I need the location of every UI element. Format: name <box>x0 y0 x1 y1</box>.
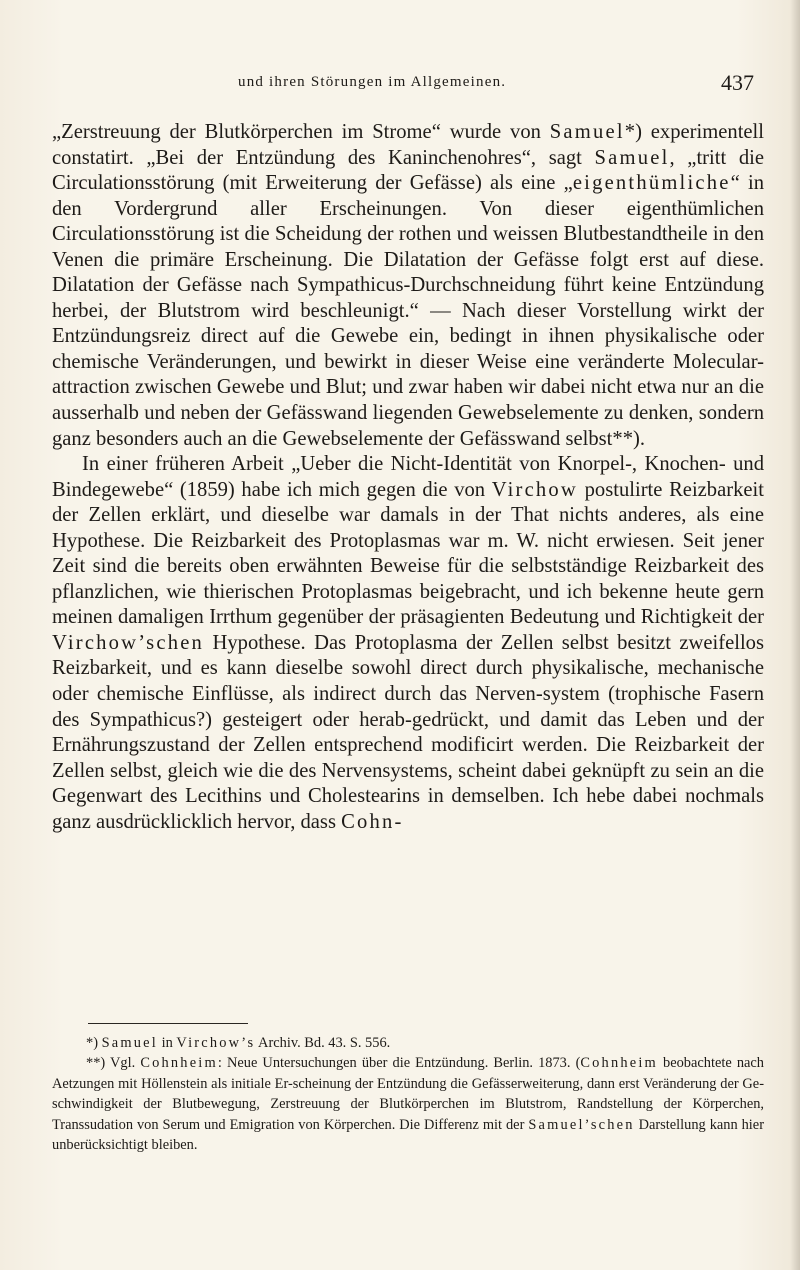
footnote <box>52 1053 764 1155</box>
footnote-mark: **) Vgl. <box>86 1055 141 1072</box>
text-run: *) experimentell constatirt. „Bei der Entzündung des Kaninchenohres“, sagt <box>52 121 764 169</box>
text-run: beobachtete nach Aetzungen mit Höllenstein als initiale Er-scheinung der Entzündung die Gefässerweiterung, dann erst Veränderung der Ge-schwindigkeit der Blutbewegung, Zerstreuung der Blutkörperchen im Blutstrom, Randstellung der Körperchen, Transsudation von Serum und Emigration von Körperchen. Die Differenz mit der <box>52 1055 764 1133</box>
author-name: Samuel <box>594 146 670 169</box>
author-name: Virchow’schen <box>52 631 205 654</box>
text-run: In einer früheren Arbeit „Ueber die Nicht-Identität von Knorpel-, Knochen- und Bindegewebe“ (1859) habe ich mich gegen die von <box>52 453 764 501</box>
text-run: „Zerstreuung der Blutkörperchen im Strome“ wurde von <box>52 121 550 143</box>
paragraph <box>52 452 764 835</box>
footnote-divider <box>88 1023 248 1024</box>
page-header <box>238 70 778 100</box>
text-run: in <box>157 1035 177 1051</box>
text-run: Hypothese. Das Protoplasma der Zellen selbst besitzt zweifellos Reizbarkeit, und es kann dieselbe sowohl direct durch physikalische, mechanische oder chemische Einflüsse, als indirect durch das Nerven-system (trophische Fasern des Sympathicus?) gesteigert oder herab-gedrückt, und damit das Leben und der Ernährungszustand der Zellen entsprechend modificirt werden. Die Reizbarkeit der Zellen selbst, gleich wie die des Nervensystems, scheint dabei geknüpft zu sein an die Gegenwart des Lecithins und Cholestearins in demselben. Ich hebe dabei nochmals ganz ausdrücklicklich hervor, dass <box>52 631 764 833</box>
text-run: postulirte Reizbarkeit der Zellen erklärt, und dieselbe war damals in der That nichts anderes, als eine Hypothese. Die Reizbarkeit des Protoplasmas war m. W. nicht erwiesen. Seit jener Zeit sind die bereits oben erwähnten Beweise für die selbstständige Reizbarkeit des pflanzlichen, wie thierischen Protoplasmas beigebracht, und ich bekenne heute gern meinen damaligen Irrthum gegenüber der präsagienten Bedeutung und Richtigkeit der <box>52 478 764 629</box>
text-run: Darstellung kann hier unberücksichtigt bleiben. <box>52 1116 764 1154</box>
text-run: : Neue Untersuchungen über die Entzündung. Berlin. 1873. ( <box>217 1055 581 1072</box>
author-name: Cohn- <box>341 810 404 833</box>
footnote <box>52 1033 764 1053</box>
footnotes <box>52 1033 764 1155</box>
text-run: , „tritt die Circulationsstörung (mit Erweiterung der Gefässe) als eine „ <box>52 146 764 195</box>
page-number: 437 <box>721 70 754 95</box>
running-title: und ihren Störungen im Allgemeinen. <box>238 74 507 90</box>
author-name: Virchow’s <box>176 1035 256 1051</box>
emphasized-term: eigenthümliche <box>572 172 731 195</box>
author-name: Cohnheim <box>580 1055 658 1072</box>
author-name: Cohnheim <box>140 1055 218 1072</box>
author-name: Samuel <box>549 121 625 143</box>
page-edge-shadow <box>790 0 800 1270</box>
author-name: Samuel’schen <box>528 1116 635 1133</box>
paragraph <box>52 120 764 452</box>
text-run: “ in den Vordergrund aller Erscheinungen. Von dieser eigenthümlichen Circulationsstörung ist die Scheidung der rothen und weissen Blutbestandtheile in den Venen die primäre Erscheinung. Die Dilatation der Gefässe folgt erst auf diese. Dilatation der Gefässe nach Sympathicus-Durchschneidung führt keine Entzündung herbei, der Blutstrom wird beschleunigt.“ — Nach dieser Vorstellung wirkt der Entzündungsreiz direct auf die Gewebe ein, bedingt in ihnen physikalische oder chemische Veränderungen, und bewirkt in dieser Weise eine veränderte Molecular-attraction zwischen Gewebe und Blut; und zwar haben wir dabei nicht etwa nur an die ausserhalb und neben der Gefässwand liegenden Gewebselemente zu denken, sondern ganz besonders auch an die Gewebselemente der Gefässwand selbst**). <box>52 172 764 450</box>
author-name: Samuel <box>101 1035 158 1051</box>
text-run: Archiv. Bd. 43. S. 556. <box>255 1035 391 1051</box>
footnote-mark: *) <box>86 1035 102 1051</box>
main-text <box>52 120 764 835</box>
author-name: Virchow <box>491 478 578 501</box>
